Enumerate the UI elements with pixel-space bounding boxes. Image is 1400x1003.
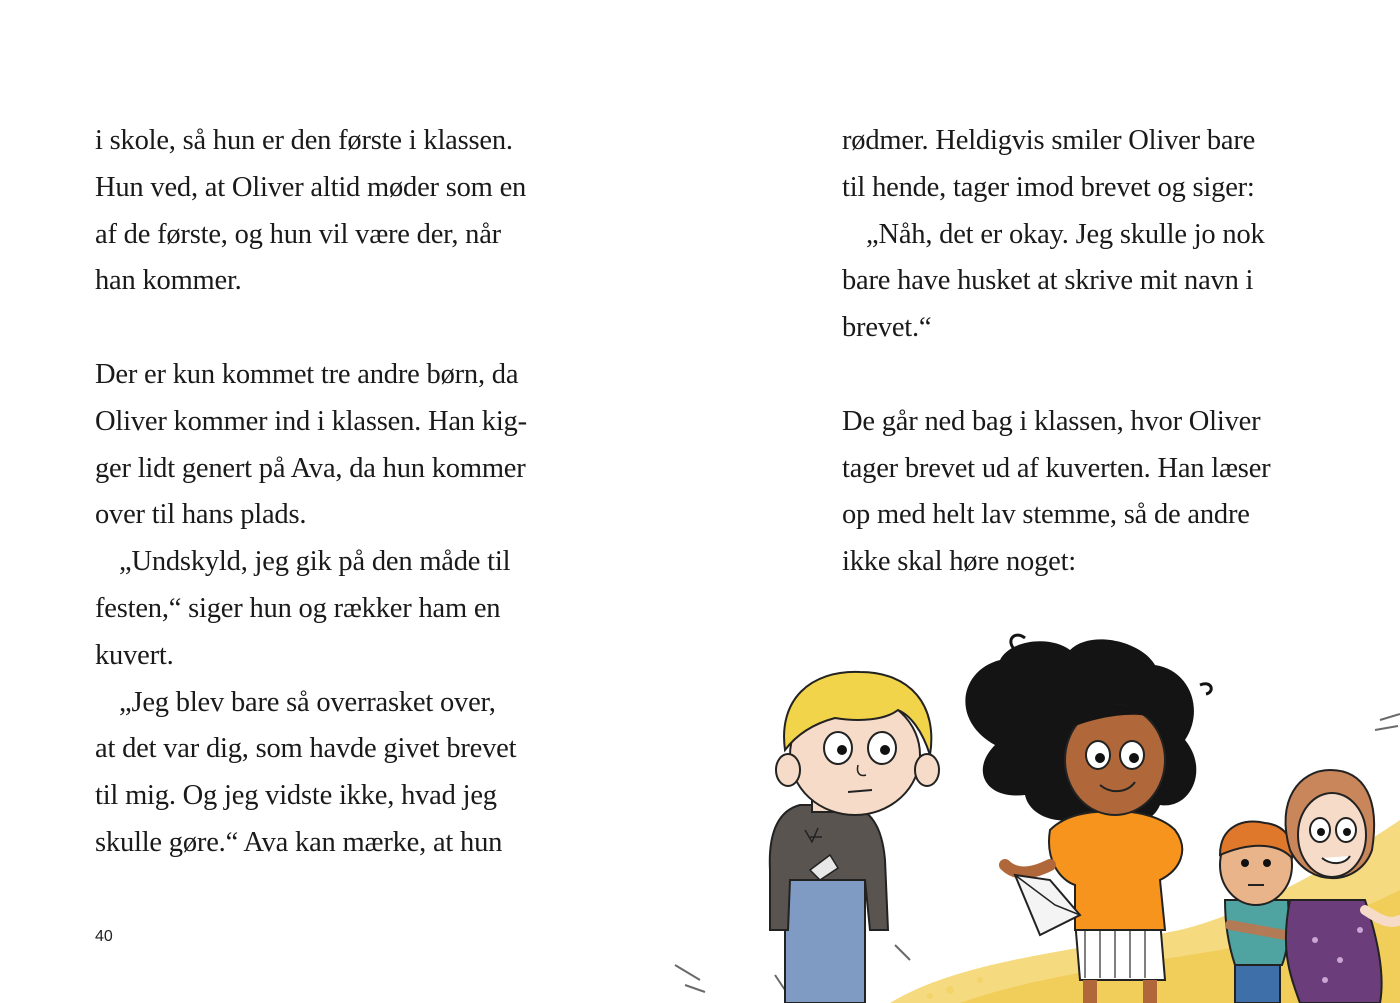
text-line: „Undskyld, jeg gik på den måde til xyxy=(119,546,511,578)
text-line: De går ned bag i klassen, hvor Oliver xyxy=(842,405,1261,437)
text-line: Der er kun kommet tre andre børn, da xyxy=(95,358,519,390)
text-line: Oliver kommer ind i klassen. Han kig- xyxy=(95,405,527,437)
left-page-text xyxy=(95,118,575,867)
text-line: „Nåh, det er okay. Jeg skulle jo nok xyxy=(866,218,1265,250)
text-line: Hun ved, at Oliver altid møder som en xyxy=(95,171,527,203)
text-line: af de første, og hun vil være der, når xyxy=(95,218,501,250)
text-line: kuvert. xyxy=(95,639,174,671)
text-line: festen,“ siger hun og rækker ham en xyxy=(95,592,501,624)
paragraph-gap xyxy=(842,352,1322,399)
text-line: over til hans plads. xyxy=(95,499,307,531)
right-page-text xyxy=(842,118,1322,586)
text-line: op med helt lav stemme, så de andre xyxy=(842,499,1250,531)
text-line: „Jeg blev bare så overrasket over, xyxy=(119,686,496,718)
children-illustration xyxy=(660,630,1400,1003)
text-line: til hende, tager imod brevet og siger: xyxy=(842,171,1255,203)
text-line: til mig. Og jeg vidste ikke, hvad jeg xyxy=(95,780,497,812)
text-line: ikke skal høre noget: xyxy=(842,546,1077,578)
text-line: skulle gøre.“ Ava kan mærke, at hun xyxy=(95,826,503,858)
boy-oliver xyxy=(770,672,939,1003)
page-number: 40 xyxy=(95,928,113,945)
paragraph-gap xyxy=(95,305,575,352)
text-line: tager brevet ud af kuverten. Han læser xyxy=(842,452,1271,484)
text-line: rødmer. Heldigvis smiler Oliver bare xyxy=(842,125,1256,156)
text-line: brevet.“ xyxy=(842,312,932,344)
text-line: i skole, så hun er den første i klassen. xyxy=(95,125,513,156)
text-line: at det var dig, som havde givet brevet xyxy=(95,733,517,765)
text-line: bare have husket at skrive mit navn i xyxy=(842,265,1254,297)
text-line: han kommer. xyxy=(95,265,242,297)
text-line: ger lidt genert på Ava, da hun kommer xyxy=(95,452,526,484)
